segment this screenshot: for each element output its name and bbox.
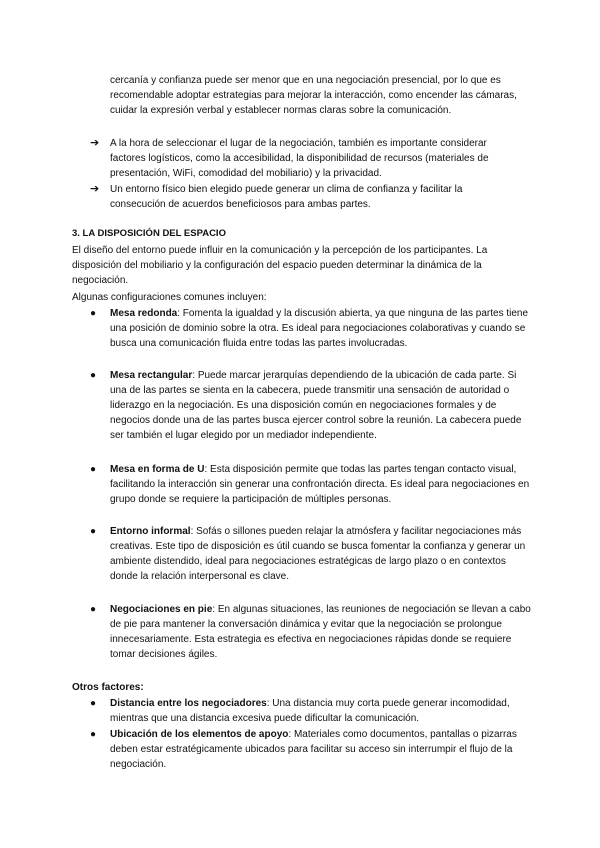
bullet-icon: ● (90, 698, 97, 709)
arrow-icon: ➔ (90, 137, 100, 149)
factor-description: : Materiales como documentos, pantallas o pizarras deben estar estratégicamente ubicados para facilitar su acceso sin interrumpir el flujo de la negociación. (110, 729, 517, 770)
bullet-icon: ● (90, 370, 97, 381)
arrow-item-text: Un entorno físico bien elegido puede generar un clima de confianza y facilitar la consecución de acuerdos beneficiosos para ambas partes. (110, 184, 463, 210)
configuration-description: : Fomenta la igualdad y la discusión abierta, ya que ninguna de las partes tiene una posición de dominio sobre la otra. Es ideal para negociaciones colaborativas y cuando se busca una comunicación fluida entre todas las partes involucradas. (110, 308, 529, 349)
configuration-description: : Esta disposición permite que todas las partes tengan contacto visual, facilitando la interacción sin generar una confrontación directa. Es ideal para negociaciones en grupo donde se requiere la participación de múltiples personas. (110, 464, 530, 505)
configuration-text (110, 602, 534, 662)
bullet-icon: ● (90, 308, 97, 319)
configuration-term: Mesa rectangular (110, 370, 193, 381)
configuration-term: Negociaciones en pie (110, 604, 213, 615)
factor-term: Distancia entre los negociadores (110, 698, 267, 709)
configuration-text (110, 462, 534, 507)
configuration-text (110, 524, 534, 584)
section-heading: 3. LA DISPOSICIÓN DEL ESPACIO (72, 228, 226, 239)
section-intro: El diseño del entorno puede influir en la comunicación y la percepción de los participantes. La disposición del mobiliario y la configuración del espacio pueden determinar la dinámica de la negociación. (72, 245, 488, 286)
arrow-icon: ➔ (90, 183, 100, 195)
configuration-description: : Sofás o sillones pueden relajar la atmósfera y facilitar negociaciones más creativas. Este tipo de disposición es útil cuando se busca fomentar la confianza y generar un ambiente distendido, ideal para negociaciones estratégicas de largo plazo o en contextos donde la relación interpersonal es clave. (110, 526, 526, 582)
configuration-text (110, 306, 534, 351)
arrow-item-text: A la hora de seleccionar el lugar de la negociación, también es importante considerar factores logísticos, como la accesibilidad, la disponibilidad de recursos (materiales de presentación, WiFi, comodidad del mobiliario) y la privacidad. (110, 138, 489, 179)
configuration-term: Entorno informal (110, 526, 191, 537)
configuration-description: : En algunas situaciones, las reuniones de negociación se llevan a cabo de pie para mantener la conversación dinámica y evitar que la negociación se prolongue innecesariamente. Esta estrategia es efectiva en negociaciones rápidas donde se requiere tomar decisiones ágiles. (110, 604, 531, 660)
factor-term: Ubicación de los elementos de apoyo (110, 729, 289, 740)
configuration-term: Mesa en forma de U (110, 464, 205, 475)
factor-text (110, 727, 534, 772)
bullet-icon: ● (90, 604, 97, 615)
configuration-text (110, 368, 534, 443)
factor-description: : Una distancia muy corta puede generar incomodidad, mientras que una distancia excesiva puede dificultar la comunicación. (110, 698, 510, 724)
bullet-icon: ● (90, 729, 97, 740)
configuration-description: : Puede marcar jerarquías dependiendo de la ubicación de cada parte. Si una de las partes se sienta en la cabecera, puede transmitir una sensación de autoridad o liderazgo en la negociación. Es una disposición común en negociaciones formales y de negocios donde una de las partes busca ejercer control sobre la reunión. La cabecera puede ser también el lugar elegido por un mediador independiente. (110, 370, 522, 441)
section-intro-lead: Algunas configuraciones comunes incluyen: (72, 292, 267, 303)
factor-text (110, 696, 534, 726)
other-factors-heading: Otros factores: (72, 682, 144, 693)
continuation-paragraph: cercanía y confianza puede ser menor que en una negociación presencial, por lo que es recomendable adoptar estrategias para mejorar la interacción, como encender las cámaras, cuidar la expresión verbal y establecer normas claras sobre la comunicación. (110, 75, 517, 116)
bullet-icon: ● (90, 526, 97, 537)
bullet-icon: ● (90, 464, 97, 475)
configuration-term: Mesa redonda (110, 308, 178, 319)
